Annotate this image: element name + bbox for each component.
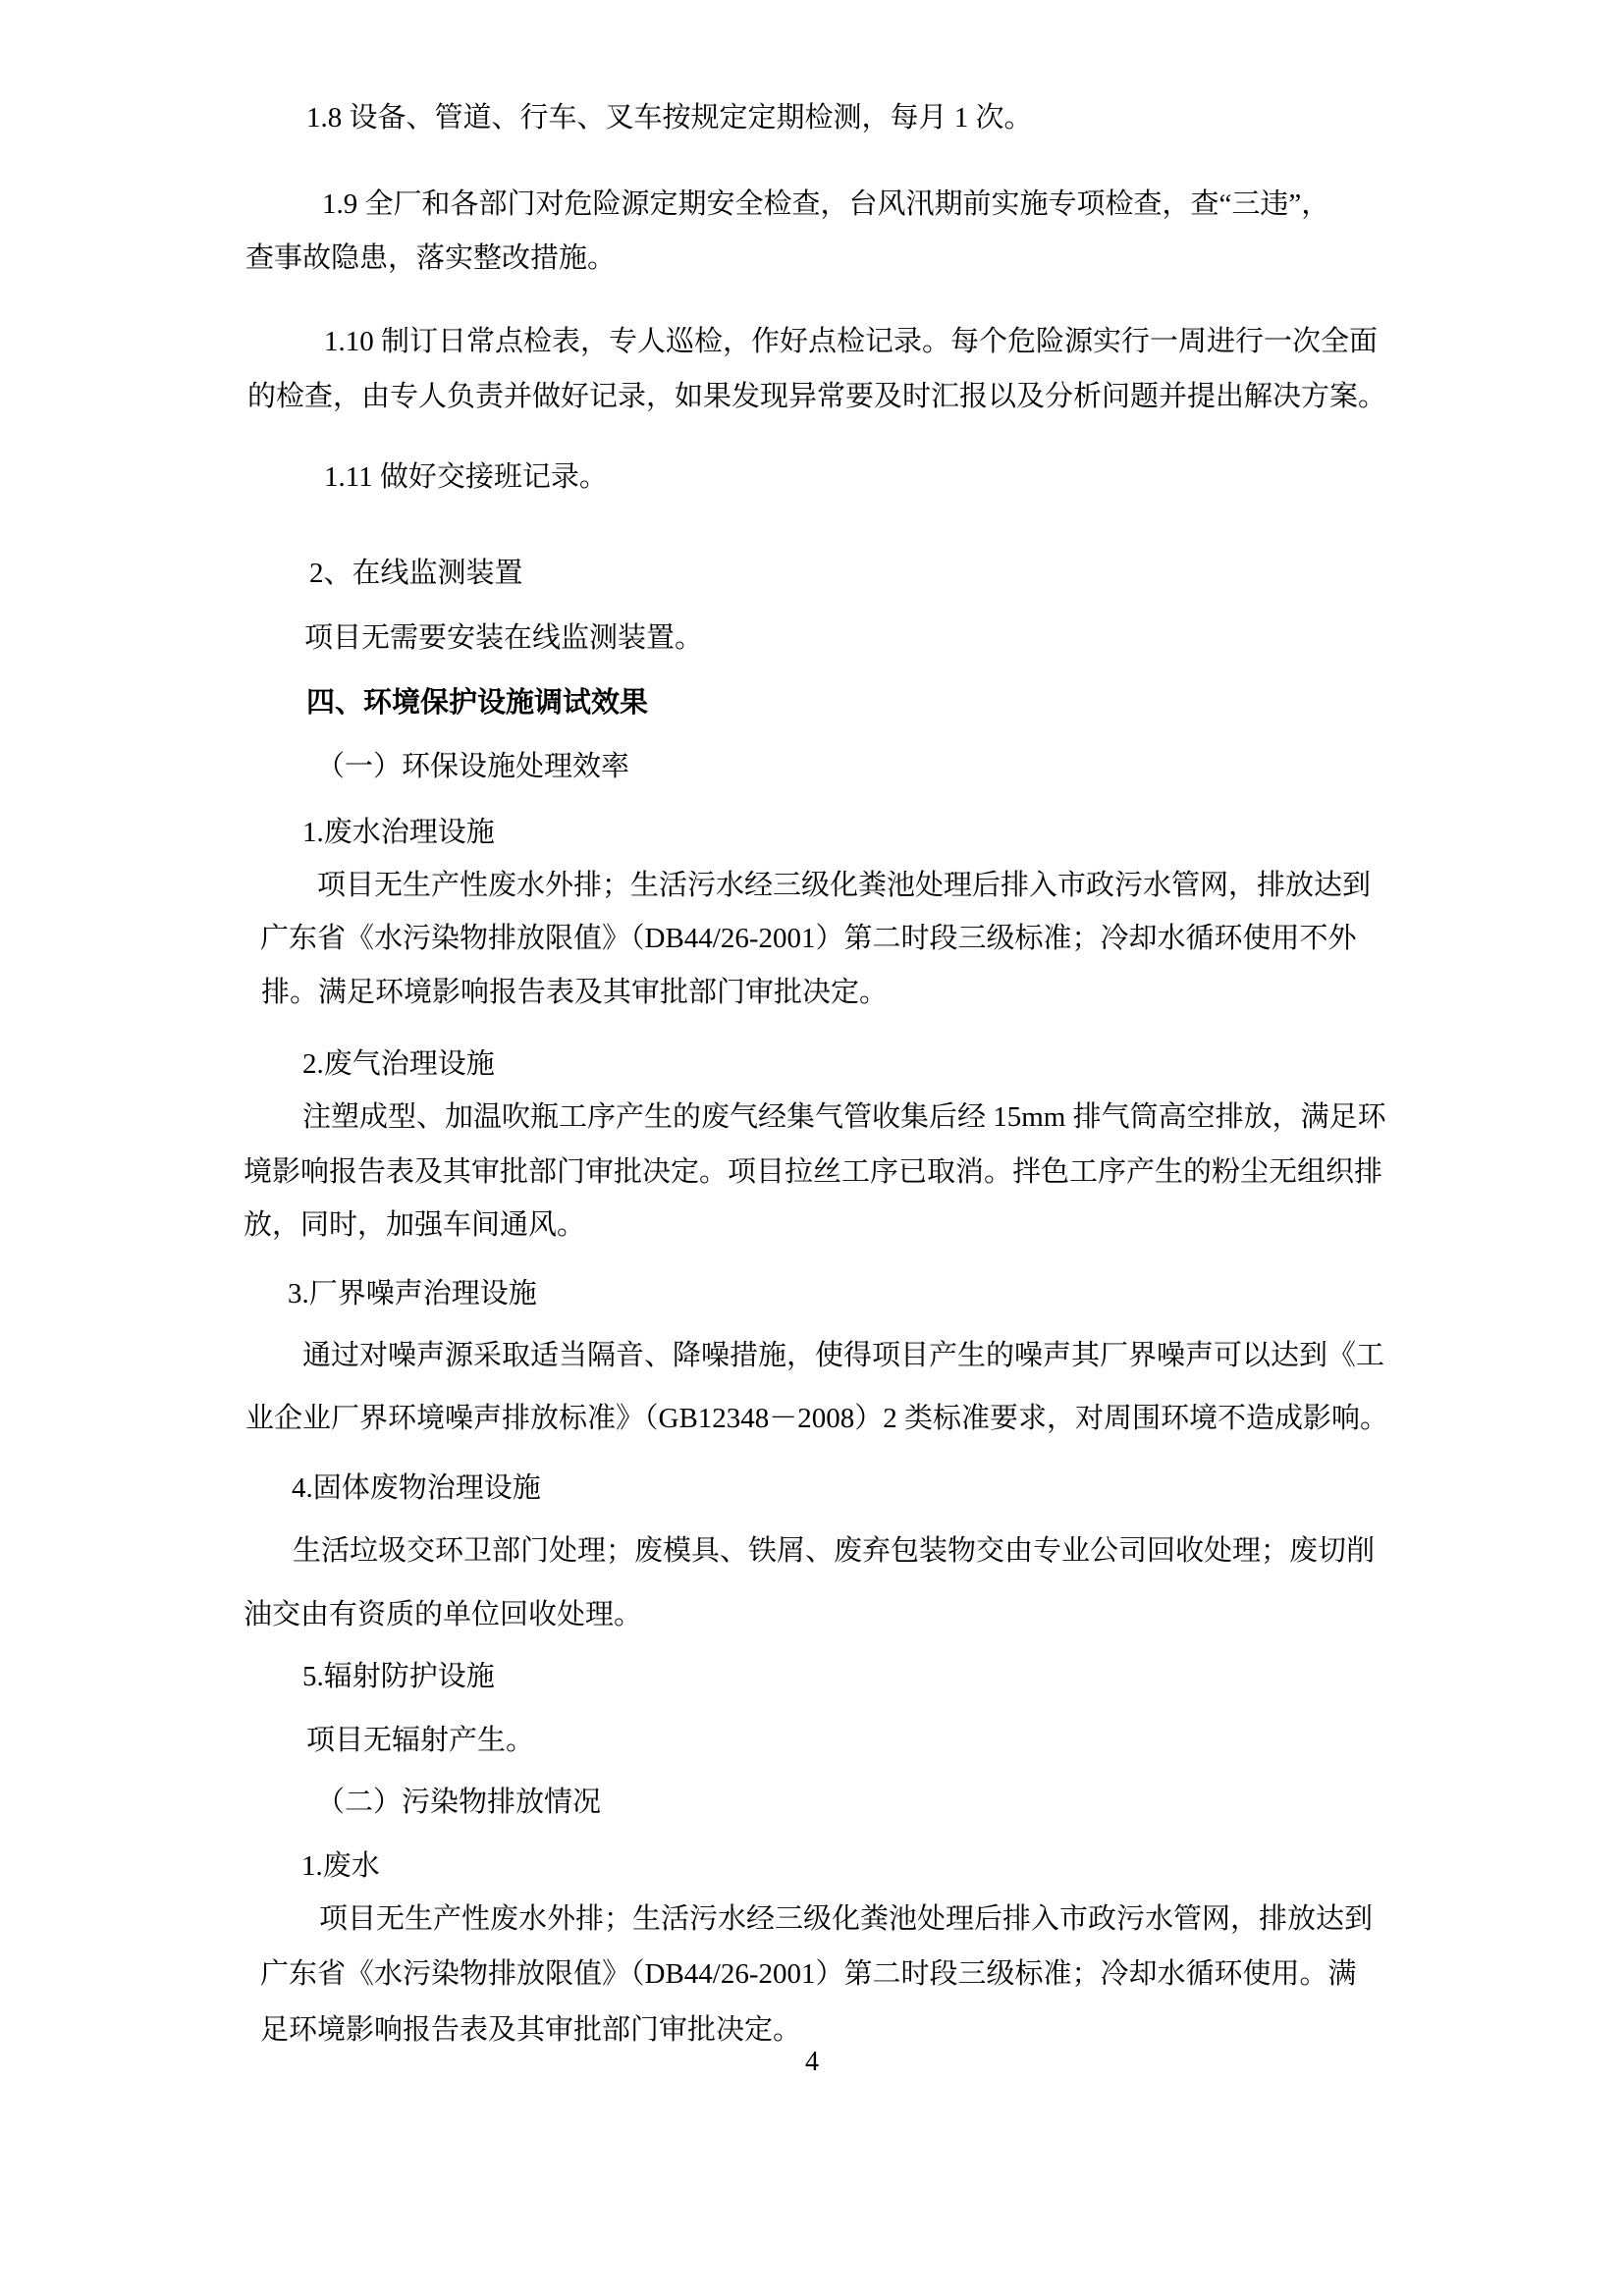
text-line: 1.10 制订日常点检表，专人巡检，作好点检记录。每个危险源实行一周进行一次全面 bbox=[324, 326, 1379, 357]
heading-item-4: 4.固体废物治理设施 bbox=[292, 1472, 541, 1504]
text-line: 1.11 做好交接班记录。 bbox=[324, 461, 608, 493]
text-line: 广东省《水污染物排放限值》（DB44/26-2001）第二时段三级标准；冷却水循环使用不外 bbox=[260, 923, 1357, 954]
text-line: 排。满足环境影响报告表及其审批部门审批决定。 bbox=[261, 977, 889, 1008]
text-line: 生活垃圾交环卫部门处理；废模具、铁屑、废弃包装物交由专业公司回收处理；废切削 bbox=[293, 1535, 1376, 1567]
heading-section-4: 四、环境保护设施调试效果 bbox=[306, 687, 649, 719]
text-line: 项目无辐射产生。 bbox=[306, 1725, 535, 1756]
text-line: 项目无生产性废水外排；生活污水经三级化粪池处理后排入市政污水管网，排放达到 bbox=[319, 1903, 1374, 1935]
heading-item-5: 5.辐射防护设施 bbox=[302, 1661, 495, 1692]
text-line: 足环境影响报告表及其审批部门审批决定。 bbox=[260, 2014, 802, 2046]
text-line: 注塑成型、加温吹瓶工序产生的废气经集气管收集后经 15mm 排气筒高空排放，满足环 bbox=[302, 1101, 1386, 1133]
text-line: 的检查，由专人负责并做好记录，如果发现异常要及时汇报以及分析问题并提出解决方案。 bbox=[247, 381, 1387, 412]
text-line: 油交由有资质的单位回收处理。 bbox=[244, 1599, 643, 1630]
text-line: 1.9 全厂和各部门对危险源定期安全检查，台风汛期前实施专项检查，查“三违”， bbox=[322, 188, 1330, 220]
text-line: 项目无生产性废水外排；生活污水经三级化粪池处理后排入市政污水管网，排放达到 bbox=[317, 870, 1372, 901]
heading-item-1: 1.废水治理设施 bbox=[302, 817, 495, 848]
heading-item-1b: 1.废水 bbox=[301, 1850, 380, 1882]
heading-subsection-1: （一）环保设施处理效率 bbox=[316, 751, 630, 782]
text-line: 境影响报告表及其审批部门审批决定。项目拉丝工序已取消。拌色工序产生的粉尘无组织排 bbox=[244, 1156, 1383, 1188]
text-line: 1.8 设备、管道、行车、叉车按规定定期检测，每月 1 次。 bbox=[306, 102, 1033, 133]
heading-item-3: 3.厂界噪声治理设施 bbox=[288, 1278, 537, 1309]
text-line: 项目无需要安装在线监测装置。 bbox=[304, 622, 704, 654]
text-line: 通过对噪声源采取适当隔音、降噪措施，使得项目产生的噪声其厂界噪声可以达到《工 bbox=[302, 1340, 1385, 1371]
text-line: 查事故隐患，落实整改措施。 bbox=[245, 242, 617, 274]
heading-item-2: 2、在线监测装置 bbox=[309, 558, 523, 589]
text-line: 广东省《水污染物排放限值》（DB44/26-2001）第二时段三级标准；冷却水循环使用。满 bbox=[260, 1958, 1357, 1990]
text-line: 业企业厂界环境噪声排放标准》（GB12348－2008）2 类标准要求，对周围环境不造成影响。 bbox=[245, 1403, 1389, 1434]
heading-item-2b: 2.废气治理设施 bbox=[302, 1048, 495, 1080]
text-line: 放，同时，加强车间通风。 bbox=[244, 1209, 586, 1241]
heading-subsection-2: （二）污染物排放情况 bbox=[316, 1787, 602, 1818]
page-number: 4 bbox=[805, 2047, 819, 2077]
